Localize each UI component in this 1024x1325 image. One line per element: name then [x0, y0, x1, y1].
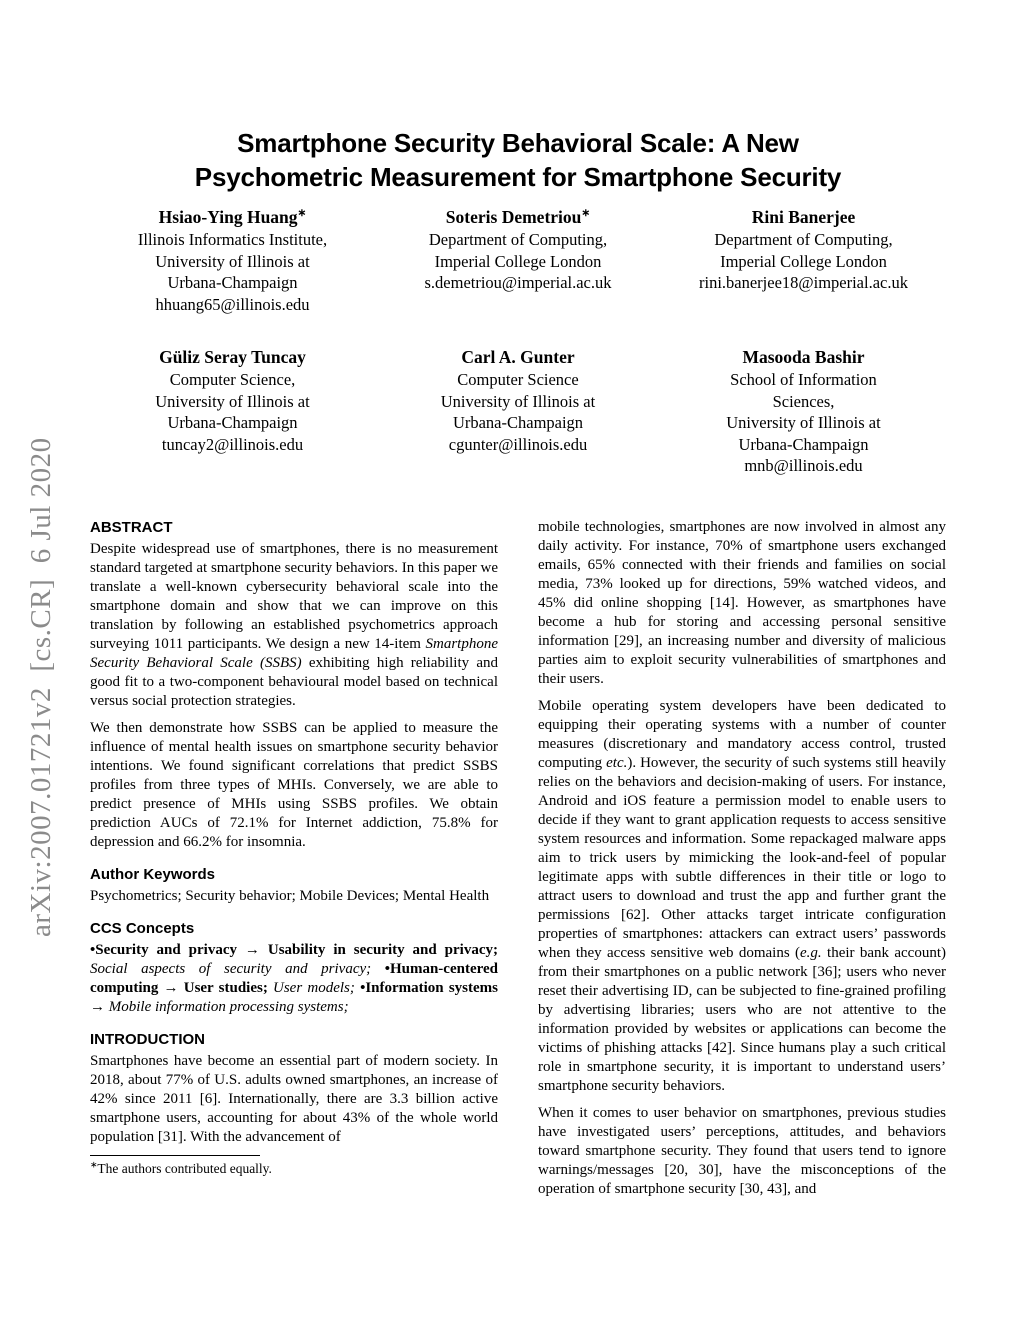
author-email: tuncay2@illinois.edu — [161, 434, 304, 454]
right-column — [538, 518, 946, 1238]
author-block-huang — [90, 206, 375, 315]
author-affiliation-line: Imperial College London — [434, 251, 602, 271]
ccs-concepts-heading: CCS Concepts — [90, 919, 195, 937]
author-affiliation-line: University of Illinois at — [155, 251, 310, 271]
author-affiliation-line: University of Illinois at — [440, 391, 596, 411]
authors-row-2 — [90, 346, 946, 477]
author-block-banerjee — [661, 206, 946, 315]
abstract-heading: ABSTRACT — [90, 518, 173, 536]
author-keywords-text: Psychometrics; Security behavior; Mobile Devices; Mental Health — [90, 887, 490, 904]
author-name — [376, 346, 661, 369]
author-email: cgunter@illinois.edu — [448, 434, 588, 454]
author-affiliation-line: Computer Science, — [169, 370, 296, 389]
author-name-text: Rini Banerjee — [751, 207, 856, 227]
author-name-text: Güliz Seray Tuncay — [159, 347, 306, 367]
arxiv-watermark: arXiv:2007.01721v2 [cs.CR] 6 Jul 2020 — [25, 437, 57, 937]
author-block-tuncay — [90, 346, 375, 477]
author-email: mnb@illinois.edu — [744, 456, 863, 475]
introduction-paragraph-2: Mobile operating system developers have been dedicated to equipping their operating systems with a number of counter measures (discretionary and mandatory access control, trusted computing etc.). However, the security of such systems still heavily relies on the behaviors and decision-making of users. For instance, Android and iOS feature a permission model to enable users to decide if they want to grant application requests to access sensitive system resources and information. Some repackaged malware apps aim to trick users by mimicking the look-and-feel of popular legitimate apps with subtle differences in their title or logo to attract users to download and trust the app and further grant the permissions [62]. Other attacks target intricate configuration properties of smartphones: attackers can extract users’ passwords when they access sensitive web domains (e.g. their bank account) from their smartphones on a public network [36]; users who never reset their advertising ID, can be subjected to fine-grained profiling by advertising libraries; users who are not attentive to the information provided by websites or applications can become the victims of phishing attacks [42]. Since humans play a such critical role in smartphone security, it is important to understand users’ smartphone security behaviors. — [538, 697, 946, 1094]
author-affiliation-line: School of Information — [730, 370, 877, 389]
author-name — [661, 206, 946, 229]
author-affiliation-line: Urbana-Champaign — [452, 413, 584, 432]
paper-title-line2: Psychometric Measurement for Smartphone Security — [194, 162, 842, 192]
author-affiliation-line: University of Illinois at — [155, 391, 310, 411]
introduction-paragraph-3: When it comes to user behavior on smartphones, previous studies have investigated users’ perceptions, attitudes, and behaviors toward smartphone security. They found that users tend to ignore warnings/messages [20, 30], have the misconceptions of the operation of smartphone security [30, 43], and — [538, 1104, 946, 1197]
author-affiliation-line: Urbana-Champaign — [167, 273, 298, 292]
author-name — [90, 346, 375, 369]
paper-content — [90, 0, 946, 1238]
author-name-text: Carl A. Gunter — [461, 347, 575, 367]
author-asterisk: ∗ — [581, 208, 591, 220]
author-affiliation-line: Urbana-Champaign — [738, 434, 869, 454]
author-block-bashir — [661, 346, 946, 477]
introduction-paragraph-1-continued: mobile technologies, smartphones are now involved in almost any daily activity. For instance, 70% of smartphone users exchanged emails, 65% connected with their friends and families on social media, 73% looked up for directions, 59% watched videos, and 45% did online shopping [14]. However, as smartphones have become a hub for storing and accessing personal sensitive information [29], an increasing number and diversity of malicious parties aim to exploit security vulnerabilities of smartphones and their users. — [538, 518, 946, 687]
paper-title — [90, 126, 946, 194]
author-name-text: Soteris Demetriou — [445, 207, 582, 227]
author-email: rini.banerjee18@imperial.ac.uk — [699, 273, 908, 292]
author-block-gunter — [376, 346, 661, 477]
abstract-paragraph-1: Despite widespread use of smartphones, there is no measurement standard targeted at smartphone security behaviors. In this paper we translate a well-known cybersecurity behavioral scale into the smartphone domain and show that we can improve on this translation by following an established psychometrics approach surveying 1011 participants. We design a new 14-item Smartphone Security Behavioral Scale (SSBS) exhibiting high reliability and good fit to a two-component behavioural model based on technical versus social protection strategies. — [90, 540, 499, 709]
author-name — [90, 206, 375, 229]
left-column — [90, 518, 498, 1238]
author-affiliation-line: Urbana-Champaign — [167, 413, 298, 432]
footnote-text — [90, 1160, 498, 1177]
introduction-paragraph-1: Smartphones have become an essential part of modern society. In 2018, about 77% of U.S. adults owned smartphones, an increase of 42% since 2011 [6]. Internationally, there are 3.3 billion active smartphone users, accounting for about 43% of the whole world population [31]. With the advancement of — [90, 1052, 498, 1145]
author-affiliation-line: Imperial College London — [720, 251, 887, 271]
author-affiliation-line: Computer Science — [457, 370, 579, 389]
footnote — [90, 1155, 498, 1177]
author-affiliation-line: Department of Computing, — [714, 230, 893, 249]
author-affiliation-line: Illinois Informatics Institute, — [137, 230, 328, 249]
authors-row-1 — [90, 206, 946, 315]
author-asterisk: ∗ — [297, 208, 307, 220]
author-email: hhuang65@illinois.edu — [155, 294, 310, 314]
author-affiliation-line: University of Illinois at — [726, 413, 881, 432]
author-affiliation-line: Sciences, — [772, 391, 835, 411]
author-block-demetriou — [376, 206, 661, 315]
author-name-text: Masooda Bashir — [742, 347, 865, 367]
footnote-marker: ∗ — [90, 1159, 98, 1169]
abstract-paragraph-2: We then demonstrate how SSBS can be applied to measure the influence of mental health issues on smartphone security behavior intentions. We found significant correlations that predict SSBS profiles from three types of MHIs. Conversely, we are able to predict presence of MHIs using SSBS profiles. We obtain prediction AUCs of 72.1% for Internet addiction, 75.8% for depression and 66.2% for insomnia. — [90, 719, 498, 850]
introduction-heading: INTRODUCTION — [90, 1030, 205, 1048]
author-email: s.demetriou@imperial.ac.uk — [424, 273, 612, 292]
ccs-concepts-text: •Security and privacy → Usability in security and privacy; Social aspects of security and privacy; •Human-centered computing → User studies; User models; •Information systems → Mobile information processing systems; — [90, 941, 499, 1015]
author-affiliation-line: Department of Computing, — [428, 230, 608, 249]
footnote-body: The authors contributed equally. — [97, 1160, 272, 1176]
body-columns — [90, 518, 946, 1238]
author-name — [661, 346, 946, 369]
paper-title-line1: Smartphone Security Behavioral Scale: A New — [237, 128, 799, 158]
author-name-text: Hsiao-Ying Huang — [158, 207, 298, 227]
author-keywords-heading: Author Keywords — [90, 865, 216, 883]
author-name — [376, 206, 661, 229]
footnote-rule — [90, 1155, 260, 1156]
